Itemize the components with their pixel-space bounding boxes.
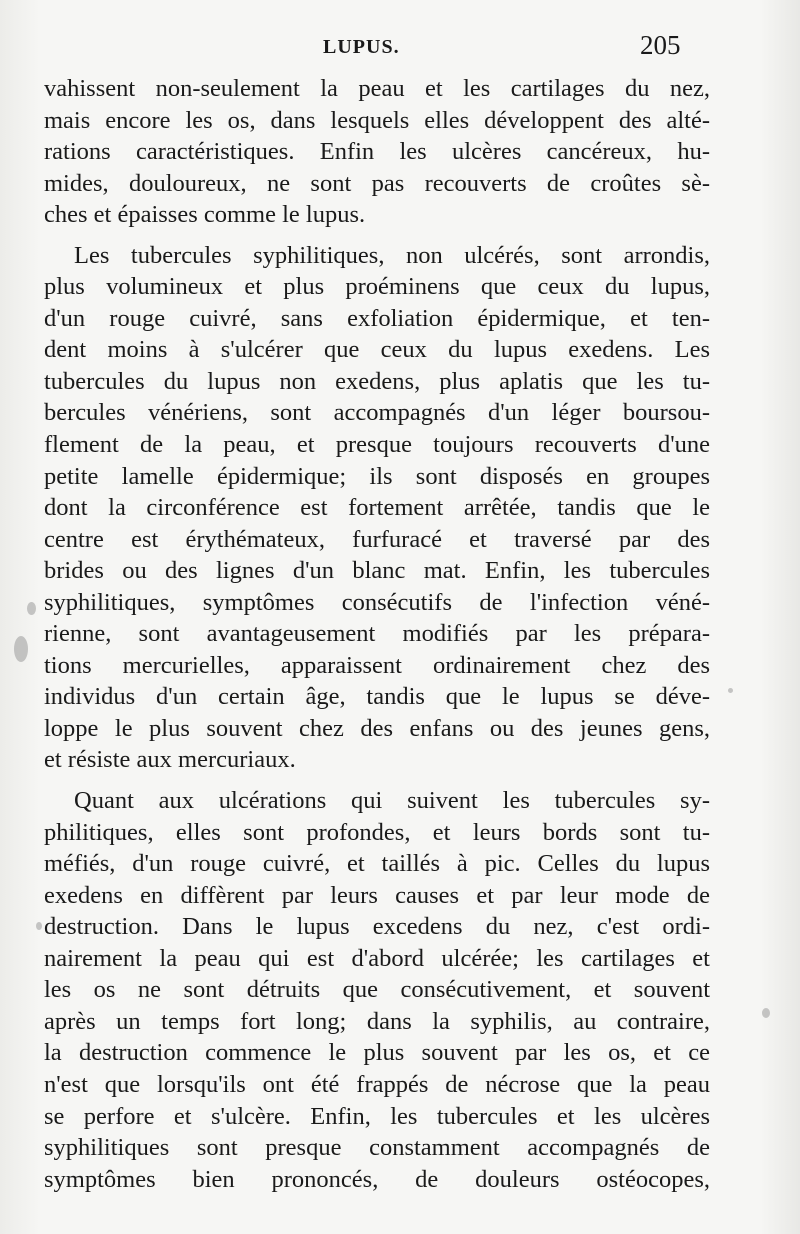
paragraph-2 [44, 240, 710, 776]
text-line: Les tubercules syphilitiques, non ulcérés, sont arrondis, [74, 241, 710, 269]
text-line: bercules vénériens, sont accompagnés d'un léger boursou- [44, 399, 710, 427]
paragraph-3 [44, 785, 710, 1195]
text-line: exedens en diffèrent par leurs causes et par leur mode de [44, 881, 710, 909]
text-line: méfiés, d'un rouge cuivré, et taillés à pic. Celles du lupus [44, 850, 710, 878]
text-line: d'un rouge cuivré, sans exfoliation épidermique, et ten- [44, 304, 710, 332]
text-line: centre est érythémateux, furfuracé et traversé par des [44, 525, 710, 553]
paper-spot [728, 688, 733, 693]
text-line: individus d'un certain âge, tandis que le lupus se déve- [44, 683, 710, 711]
text-line: tions mercurielles, apparaissent ordinairement chez des [44, 651, 710, 679]
text-line: loppe le plus souvent chez des enfans ou des jeunes gens, [44, 714, 710, 742]
text-line: la destruction commence le plus souvent par les os, et ce [44, 1039, 710, 1067]
text-line: philitiques, elles sont profondes, et leurs bords sont tu- [44, 818, 710, 846]
text-line: destruction. Dans le lupus excedens du nez, c'est ordi- [44, 913, 710, 941]
text-line: plus volumineux et plus proéminens que ceux du lupus, [44, 273, 710, 301]
text-line: flement de la peau, et presque toujours recouverts d'une [44, 431, 710, 459]
text-line: dent moins à s'ulcérer que ceux du lupus exedens. Les [44, 336, 710, 364]
body-text [44, 73, 710, 1195]
text-line: dont la circonférence est fortement arrêtée, tandis que le [44, 494, 710, 522]
text-line: petite lamelle épidermique; ils sont disposés en groupes [44, 462, 710, 490]
page-number: 205 [640, 30, 681, 60]
text-line: se perfore et s'ulcère. Enfin, les tubercules et les ulcères [44, 1102, 710, 1130]
running-title: LUPUS. [323, 36, 400, 58]
text-line: n'est que lorsqu'ils ont été frappés de nécrose que la peau [44, 1070, 710, 1098]
text-line: brides ou des lignes d'un blanc mat. Enfin, les tubercules [44, 557, 710, 585]
paper-spot [27, 602, 36, 615]
text-line: syphilitiques, symptômes consécutifs de l'infection véné- [44, 588, 710, 616]
text-line: mais encore les os, dans lesquels elles développent des alté- [44, 106, 710, 134]
paper-spot [14, 636, 28, 662]
running-header [0, 30, 800, 70]
paragraph-1 [44, 73, 710, 231]
text-line: Quant aux ulcérations qui suivent les tubercules sy- [74, 787, 710, 815]
text-line: après un temps fort long; dans la syphilis, au contraire, [44, 1007, 710, 1035]
text-line: rienne, sont avantageusement modifiés par les prépara- [44, 620, 710, 648]
text-line: nairement la peau qui est d'abord ulcérée; les cartilages et [44, 944, 710, 972]
text-line: mides, douloureux, ne sont pas recouverts de croûtes sè- [44, 169, 710, 197]
text-line: syphilitiques sont presque constamment accompagnés de [44, 1134, 710, 1162]
text-line: et résiste aux mercuriaux. [44, 746, 296, 774]
text-line: tubercules du lupus non exedens, plus aplatis que les tu- [44, 367, 710, 395]
paper-spot [36, 922, 42, 930]
paper-spot [762, 1008, 770, 1018]
text-line: vahissent non-seulement la peau et les cartilages du nez, [44, 75, 710, 102]
text-line: ches et épaisses comme le lupus. [44, 201, 366, 229]
text-line: rations caractéristiques. Enfin les ulcères cancéreux, hu- [44, 138, 710, 166]
text-line: symptômes bien prononcés, de douleurs ostéocopes, [44, 1165, 710, 1193]
text-line: les os ne sont détruits que consécutivement, et souvent [44, 976, 710, 1004]
